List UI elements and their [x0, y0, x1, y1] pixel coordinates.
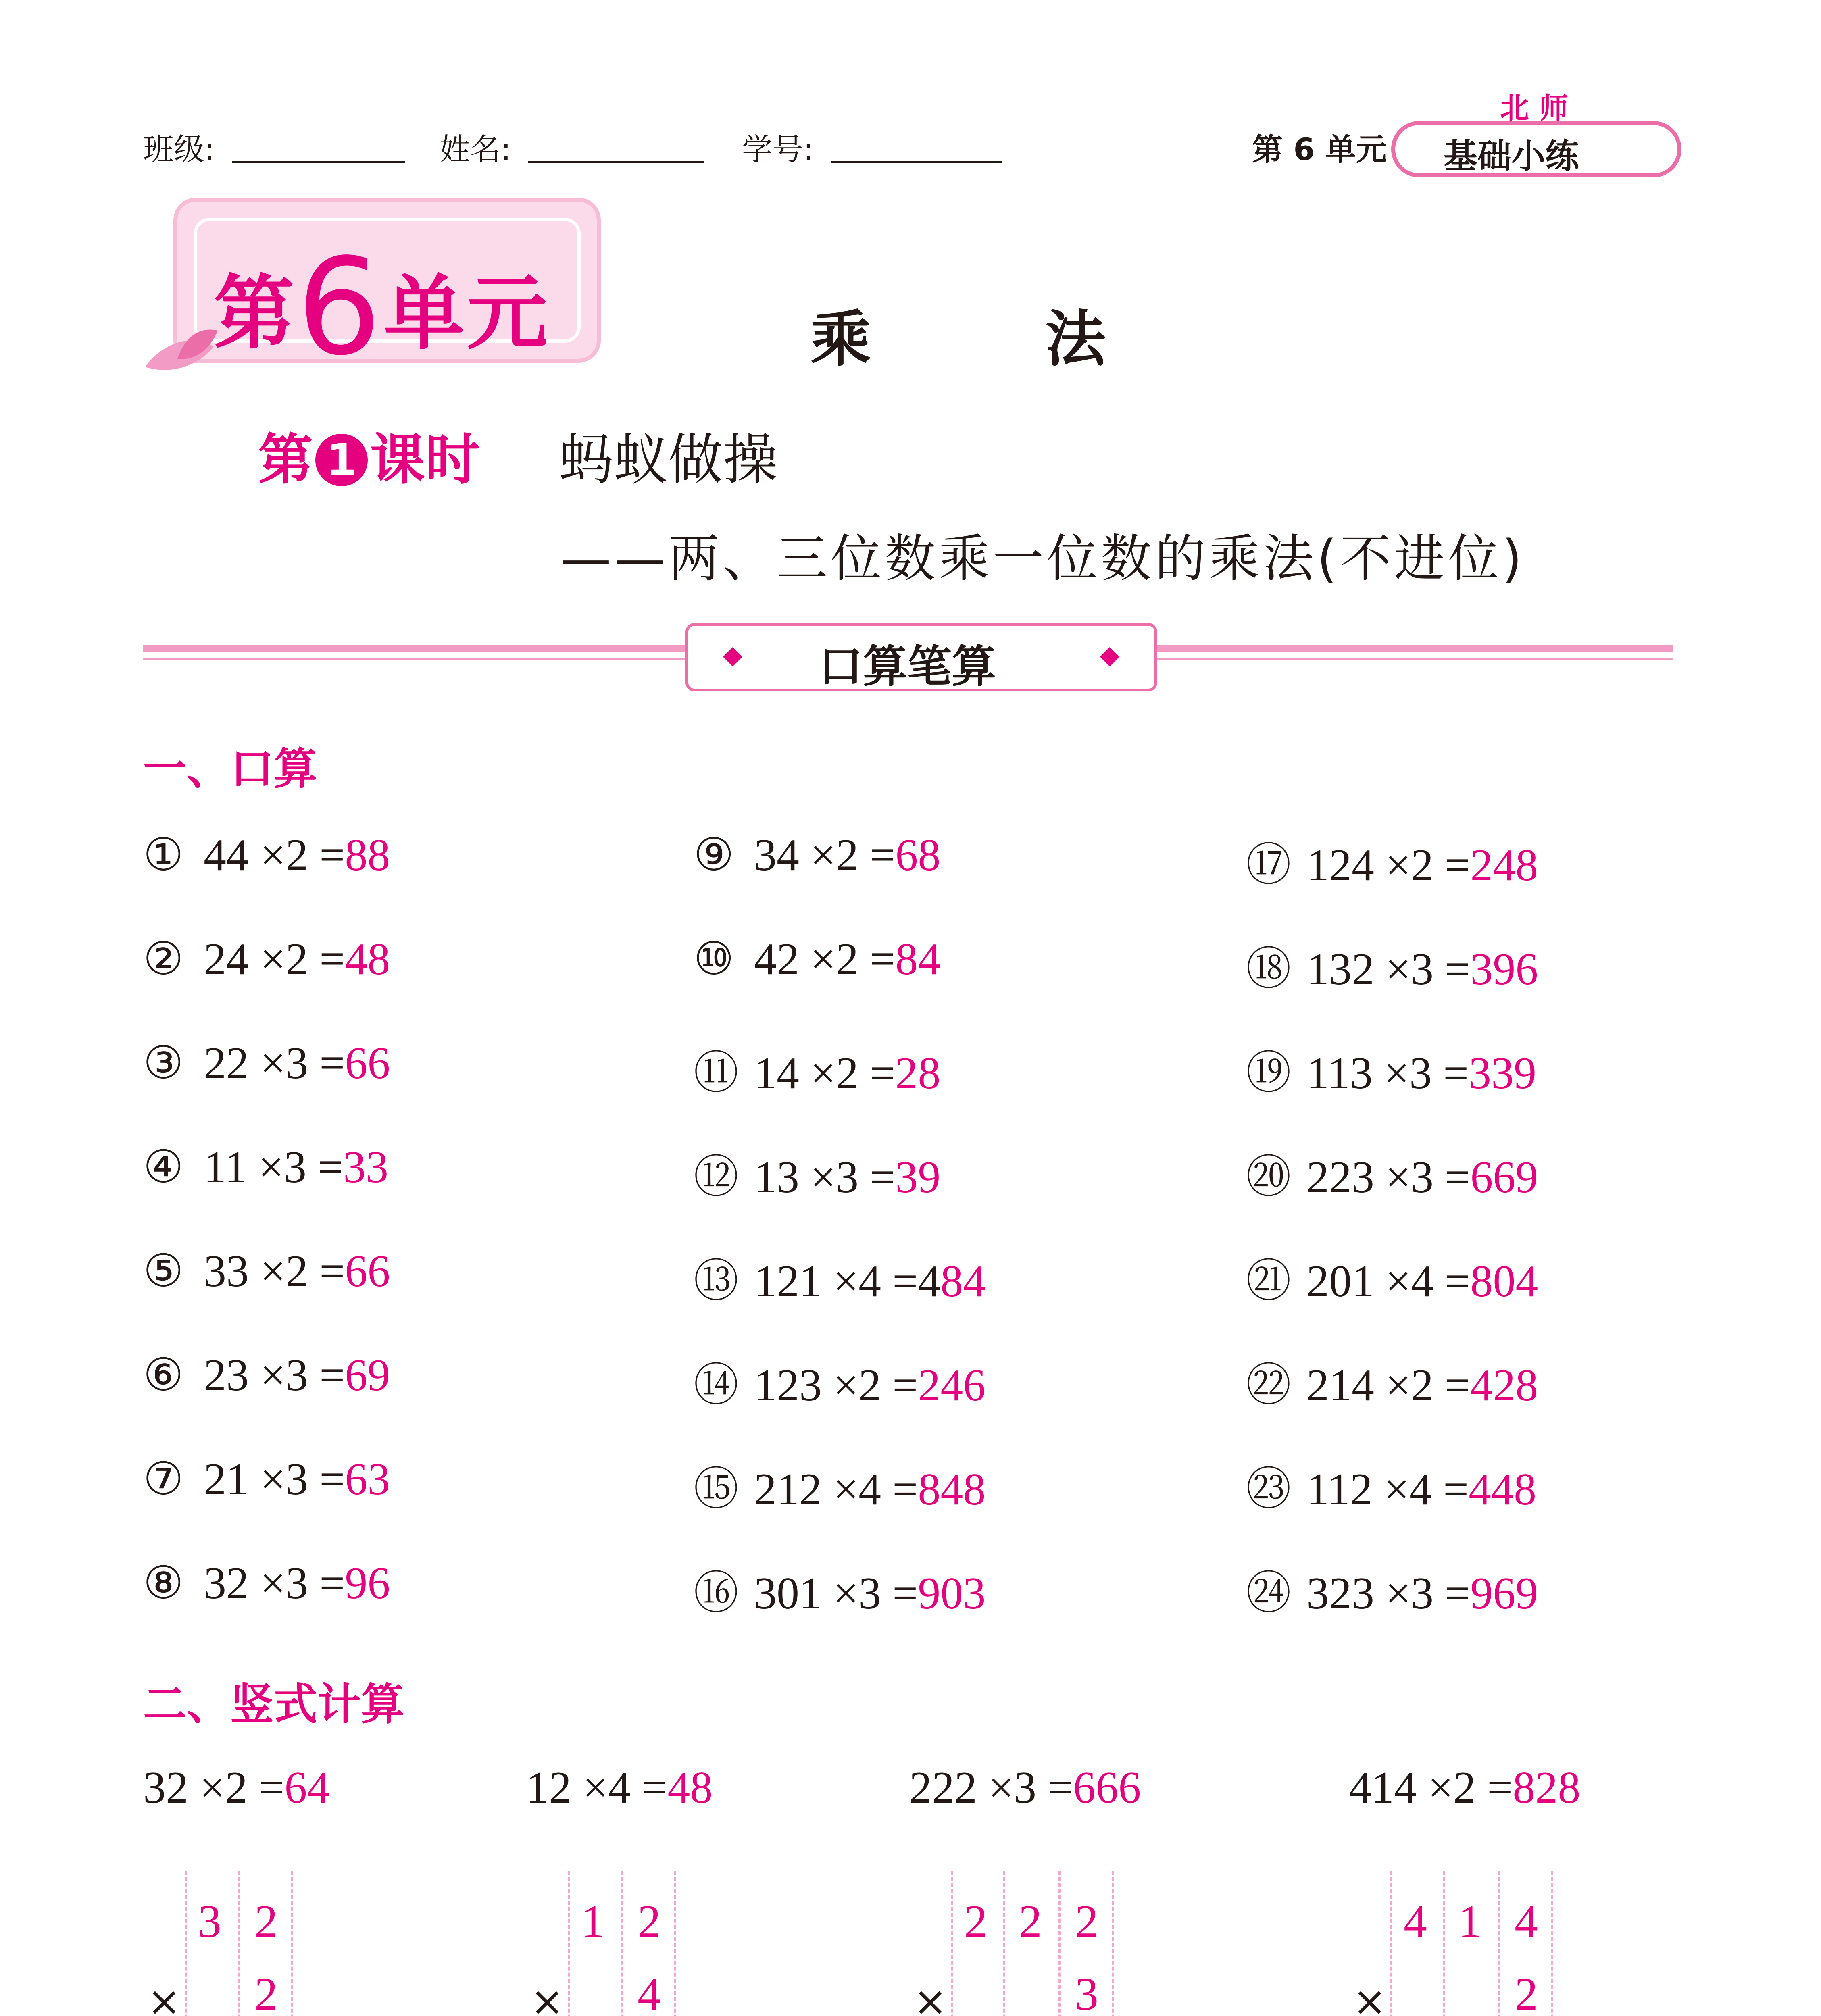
- vertical-problem-equation: [1349, 1762, 1580, 1814]
- problem-expression: 113 ×3 =: [1306, 1048, 1469, 1098]
- student-id-field[interactable]: [831, 133, 1002, 163]
- leaf-icon: [141, 323, 222, 379]
- problem-answer[interactable]: 339: [1469, 1048, 1537, 1098]
- header-unit-label: 第 6 单元: [1252, 131, 1387, 167]
- problem-number: ⑥: [143, 1350, 184, 1400]
- problem-number: ③: [143, 1038, 184, 1088]
- problem-number: ㉒: [1246, 1360, 1291, 1410]
- problem-answer[interactable]: 903: [918, 1568, 986, 1618]
- mental-math-problem: [1246, 1557, 1538, 1622]
- mental-math-problem: [694, 933, 940, 985]
- multiplier-digit[interactable]: 4: [638, 1968, 661, 2016]
- lesson-name: 蚂蚁做操: [558, 428, 778, 492]
- problem-answer[interactable]: 96: [345, 1558, 390, 1608]
- problem-number: ⑬: [694, 1256, 739, 1306]
- problem-answer[interactable]: 246: [918, 1360, 986, 1410]
- multiply-sign: ×: [147, 1978, 181, 2016]
- problem-expression: 32 ×3 =: [204, 1558, 345, 1608]
- mental-math-problem: [1246, 1245, 1538, 1310]
- brand-top-text: 北 师: [1500, 91, 1569, 125]
- problem-answer[interactable]: 969: [1470, 1568, 1538, 1618]
- problem-number: ⑱: [1246, 944, 1291, 994]
- mental-math-problem: [694, 1245, 986, 1310]
- problem-answer[interactable]: 804: [1470, 1256, 1538, 1306]
- problem-answer[interactable]: 84: [940, 1256, 986, 1306]
- problem-expression: 42 ×2 =: [754, 934, 896, 984]
- problem-expression: 23 ×3 =: [204, 1350, 345, 1400]
- equation-answer[interactable]: 48: [667, 1763, 713, 1813]
- equation-answer[interactable]: 666: [1073, 1763, 1141, 1813]
- problem-answer[interactable]: 39: [895, 1152, 941, 1202]
- problem-expression: 112 ×4 =: [1306, 1464, 1469, 1514]
- problem-expression: 21 ×3 =: [204, 1454, 345, 1504]
- class-field[interactable]: [232, 133, 405, 163]
- mental-math-problem: [1246, 1453, 1536, 1518]
- problem-expression: 13 ×3 =: [754, 1152, 896, 1202]
- multiplicand-digit[interactable]: 2: [1075, 1896, 1098, 1947]
- problem-answer[interactable]: 66: [345, 1246, 390, 1296]
- problem-number: ⑳: [1246, 1152, 1291, 1202]
- lesson-suffix: 课时: [370, 428, 480, 492]
- mental-math-problem: [694, 829, 940, 881]
- lesson-prefix: 第: [258, 428, 313, 492]
- problem-expression: 124 ×2 =: [1306, 840, 1471, 890]
- mental-math-problem: [694, 1557, 986, 1622]
- problem-number: ④: [143, 1142, 184, 1192]
- problem-answer[interactable]: 669: [1470, 1152, 1538, 1202]
- multiply-sign: ×: [1353, 1978, 1387, 2016]
- mental-math-problem: [143, 1453, 390, 1506]
- lesson-label: [258, 415, 480, 494]
- problem-answer[interactable]: 84: [895, 934, 941, 984]
- equation-answer[interactable]: 828: [1513, 1763, 1581, 1813]
- problem-answer[interactable]: 48: [345, 934, 390, 984]
- multiplicand-digit[interactable]: 4: [1404, 1896, 1427, 1947]
- problem-expression: 24 ×2 =: [204, 934, 345, 984]
- problem-answer[interactable]: 68: [895, 830, 941, 880]
- problem-number: ⑧: [143, 1558, 184, 1608]
- problem-expression: 11 ×3 =: [204, 1142, 344, 1192]
- problem-answer[interactable]: 33: [343, 1142, 389, 1192]
- unit-badge-text: [214, 218, 550, 385]
- mental-math-problem: [143, 1141, 388, 1193]
- lesson-number: 1: [315, 434, 368, 486]
- problem-answer[interactable]: 28: [895, 1048, 941, 1098]
- multiplicand-digit[interactable]: 3: [198, 1896, 221, 1947]
- problem-number: ㉔: [1246, 1568, 1291, 1618]
- multiplicand-digit[interactable]: 1: [1458, 1896, 1481, 1947]
- problem-answer[interactable]: 848: [918, 1464, 986, 1514]
- equation-expression: 222 ×3 =: [909, 1763, 1073, 1813]
- multiplicand-digit[interactable]: 4: [1515, 1896, 1538, 1947]
- class-label: 班级:: [143, 131, 215, 167]
- section-banner-text: 口算笔算: [819, 641, 996, 692]
- problem-expression: 121 ×4 =4: [754, 1256, 941, 1306]
- problem-expression: 212 ×4 =: [754, 1464, 918, 1514]
- part1-heading: 一、口算: [143, 744, 318, 794]
- banner-band-left: [143, 645, 685, 652]
- lesson-subtitle: ——两、三位数乘一位数的乘法(不进位): [560, 529, 1525, 588]
- unit-number: 6: [297, 230, 384, 385]
- mental-math-problem: [694, 1037, 940, 1102]
- problem-number: ㉓: [1246, 1464, 1291, 1514]
- problem-expression: 33 ×2 =: [204, 1246, 345, 1296]
- multiply-sign: ×: [913, 1978, 947, 2016]
- chapter-title: 乘 法: [810, 304, 1183, 375]
- mental-math-problem: [694, 1349, 986, 1414]
- problem-expression: 201 ×4 =: [1306, 1256, 1471, 1306]
- problem-number: ㉑: [1246, 1256, 1291, 1306]
- equation-expression: 12 ×4 =: [526, 1763, 668, 1813]
- vertical-problem-equation: [909, 1762, 1141, 1814]
- multiplicand-digit[interactable]: 2: [638, 1896, 661, 1947]
- problem-number: ⑲: [1246, 1048, 1291, 1098]
- problem-expression: 301 ×3 =: [754, 1568, 918, 1618]
- mental-math-problem: [1246, 829, 1538, 893]
- problem-expression: 22 ×3 =: [204, 1038, 345, 1088]
- problem-number: ⑮: [694, 1464, 739, 1514]
- problem-expression: 223 ×3 =: [1306, 1152, 1471, 1202]
- multiply-sign: ×: [530, 1978, 564, 2016]
- problem-expression: 14 ×2 =: [754, 1048, 896, 1098]
- problem-number: ⑭: [694, 1360, 739, 1410]
- mental-math-problem: [1246, 1037, 1536, 1102]
- mental-math-problem: [1246, 1141, 1538, 1206]
- unit-prefix: 第: [214, 267, 297, 360]
- part2-heading: 二、竖式计算: [143, 1679, 405, 1730]
- problem-number: ⑨: [694, 830, 734, 880]
- mental-math-problem: [143, 1037, 390, 1089]
- problem-number: ⑰: [1246, 840, 1291, 890]
- multiplicand-digit[interactable]: 2: [254, 1896, 278, 1947]
- equation-expression: 414 ×2 =: [1349, 1763, 1513, 1813]
- student-id-label: 学号:: [742, 131, 814, 167]
- problem-expression: 214 ×2 =: [1306, 1360, 1471, 1410]
- problem-answer[interactable]: 248: [1470, 840, 1538, 890]
- multiplier-digit[interactable]: 2: [1515, 1968, 1538, 2016]
- multiplicand-digit[interactable]: 1: [581, 1896, 604, 1947]
- problem-number: ⑩: [694, 934, 734, 984]
- problem-answer[interactable]: 428: [1470, 1360, 1538, 1410]
- mental-math-problem: [143, 1557, 390, 1610]
- problem-expression: 44 ×2 =: [204, 830, 345, 880]
- problem-expression: 132 ×3 =: [1306, 944, 1471, 994]
- problem-answer[interactable]: 88: [345, 830, 390, 880]
- banner-band-left-thin: [143, 658, 685, 660]
- problem-answer[interactable]: 448: [1469, 1464, 1537, 1514]
- banner-band-right: [1157, 645, 1673, 652]
- problem-number: ⑦: [143, 1454, 184, 1504]
- banner-band-right-thin: [1157, 658, 1673, 660]
- equation-expression: 32 ×2 =: [143, 1763, 285, 1813]
- mental-math-problem: [694, 1453, 986, 1518]
- multiplier-digit[interactable]: 3: [1075, 1968, 1098, 2016]
- problem-number: ⑪: [694, 1048, 739, 1098]
- problem-expression: 123 ×2 =: [754, 1360, 918, 1410]
- problem-answer[interactable]: 396: [1470, 944, 1538, 994]
- multiplicand-digit[interactable]: 2: [964, 1896, 988, 1947]
- mental-math-problem: [1246, 933, 1538, 998]
- problem-expression: 34 ×2 =: [754, 830, 896, 880]
- problem-answer[interactable]: 69: [345, 1350, 390, 1400]
- problem-number: ⑤: [143, 1246, 184, 1296]
- multiplier-digit[interactable]: 2: [254, 1968, 278, 2016]
- brand-main-text: 基础小练: [1444, 136, 1579, 176]
- equation-answer[interactable]: 64: [284, 1763, 330, 1813]
- mental-math-problem: [143, 829, 390, 881]
- mental-math-problem: [143, 933, 390, 985]
- vertical-problem-equation: [143, 1762, 329, 1814]
- name-label: 姓名:: [440, 131, 511, 167]
- name-field[interactable]: [528, 133, 704, 163]
- vertical-problem-equation: [526, 1762, 713, 1814]
- problem-number: ②: [143, 934, 184, 984]
- problem-answer[interactable]: 66: [345, 1038, 390, 1088]
- problem-number: ⑯: [694, 1568, 739, 1618]
- mental-math-problem: [143, 1349, 390, 1402]
- problem-expression: 323 ×3 =: [1306, 1568, 1471, 1618]
- mental-math-problem: [1246, 1349, 1538, 1414]
- mental-math-problem: [143, 1245, 390, 1297]
- problem-number: ①: [143, 830, 184, 880]
- problem-answer[interactable]: 63: [345, 1454, 390, 1504]
- unit-suffix: 单元: [383, 267, 550, 360]
- mental-math-problem: [694, 1141, 940, 1206]
- multiplicand-digit[interactable]: 2: [1019, 1896, 1042, 1947]
- problem-number: ⑫: [694, 1152, 739, 1202]
